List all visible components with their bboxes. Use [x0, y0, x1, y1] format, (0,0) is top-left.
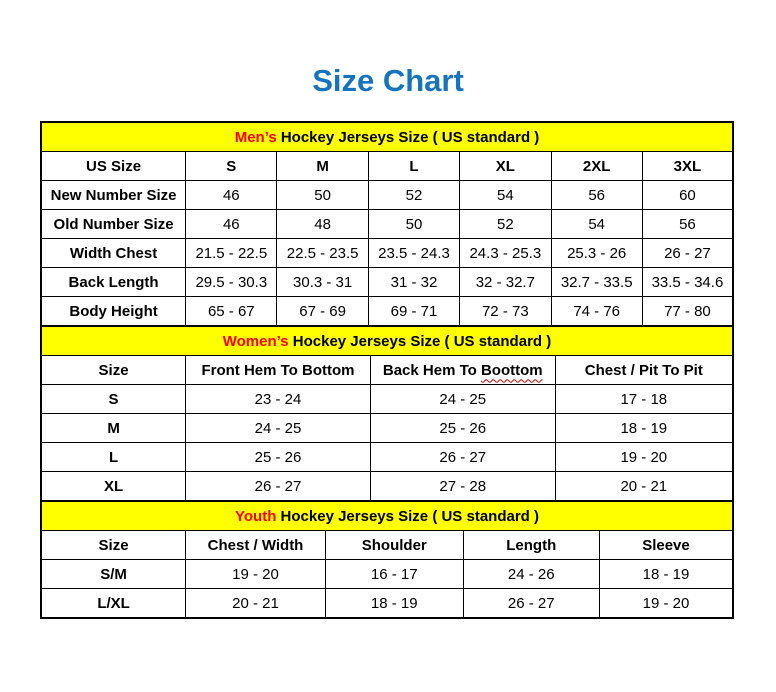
cell-value: 74 - 76	[551, 297, 642, 327]
youth-header-highlight: Youth	[235, 507, 277, 525]
size-table-womens	[40, 325, 734, 502]
cell-value: 52	[368, 181, 459, 210]
cell-value: 27 - 28	[370, 472, 555, 502]
cell-value: 20 - 21	[555, 472, 733, 502]
cell-value: 77 - 80	[642, 297, 733, 327]
cell-value: 30.3 - 31	[277, 268, 368, 297]
row-label: M	[41, 414, 186, 443]
cell-value: 25.3 - 26	[551, 239, 642, 268]
youth-column-header-4: Sleeve	[599, 531, 733, 560]
youth-section-header	[41, 501, 733, 531]
column-header-row	[41, 356, 733, 385]
row-label: Width Chest	[41, 239, 186, 268]
cell-value: 26 - 27	[642, 239, 733, 268]
section-band-row	[41, 122, 733, 152]
cell-value: 20 - 21	[186, 589, 326, 619]
cell-value: 23.5 - 24.3	[368, 239, 459, 268]
cell-value: 54	[551, 210, 642, 239]
cell-value: 18 - 19	[325, 589, 463, 619]
youth-column-header-2: Shoulder	[325, 531, 463, 560]
mens-table-row-4	[41, 297, 733, 327]
row-label: L	[41, 443, 186, 472]
section-band-row	[41, 326, 733, 356]
size-table-mens	[40, 121, 734, 327]
mens-table-row-1	[41, 210, 733, 239]
cell-value: 22.5 - 23.5	[277, 239, 368, 268]
mens-column-header-3: L	[368, 152, 459, 181]
youth-column-header-1: Chest / Width	[186, 531, 326, 560]
cell-value: 72 - 73	[460, 297, 551, 327]
cell-value: 46	[186, 210, 277, 239]
mens-column-header-1: S	[186, 152, 277, 181]
cell-value: 33.5 - 34.6	[642, 268, 733, 297]
womens-section-header	[41, 326, 733, 356]
cell-value: 25 - 26	[186, 443, 371, 472]
youth-table-row-1	[41, 589, 733, 619]
cell-value: 23 - 24	[186, 385, 371, 414]
cell-value: 52	[460, 210, 551, 239]
cell-value: 24 - 26	[463, 560, 599, 589]
cell-value: 56	[551, 181, 642, 210]
womens-table-row-3	[41, 472, 733, 502]
cell-value: 50	[368, 210, 459, 239]
cell-value: 31 - 32	[368, 268, 459, 297]
cell-value: 26 - 27	[463, 589, 599, 619]
youth-column-header-3: Length	[463, 531, 599, 560]
cell-value: 69 - 71	[368, 297, 459, 327]
section-band-row	[41, 501, 733, 531]
row-label: XL	[41, 472, 186, 502]
mens-table-row-3	[41, 268, 733, 297]
mens-column-header-4: XL	[460, 152, 551, 181]
womens-column-header-3: Chest / Pit To Pit	[555, 356, 733, 385]
womens-header-highlight: Women’s	[222, 332, 289, 350]
cell-value: 25 - 26	[370, 414, 555, 443]
row-label: L/XL	[41, 589, 186, 619]
page-title: Size Chart	[312, 63, 464, 98]
cell-value: 16 - 17	[325, 560, 463, 589]
cell-value: 26 - 27	[186, 472, 371, 502]
mens-table-row-0	[41, 181, 733, 210]
misspelled-word: Boottom	[480, 361, 543, 379]
cell-value: 18 - 19	[555, 414, 733, 443]
cell-value: 46	[186, 181, 277, 210]
cell-value: 24 - 25	[370, 385, 555, 414]
cell-value: 67 - 69	[277, 297, 368, 327]
cell-value: 56	[642, 210, 733, 239]
mens-header-rest: Hockey Jerseys Size ( US standard )	[276, 128, 540, 146]
womens-column-header-2: Back Hem To Boottom	[370, 356, 555, 385]
cell-value: 21.5 - 22.5	[186, 239, 277, 268]
womens-table-row-1	[41, 414, 733, 443]
cell-value: 29.5 - 30.3	[186, 268, 277, 297]
mens-section-header	[41, 122, 733, 152]
mens-column-header-0: US Size	[41, 152, 186, 181]
cell-value: 18 - 19	[599, 560, 733, 589]
mens-column-header-5: 2XL	[551, 152, 642, 181]
mens-table-row-2	[41, 239, 733, 268]
cell-value: 26 - 27	[370, 443, 555, 472]
youth-column-header-0: Size	[41, 531, 186, 560]
womens-column-header-1: Front Hem To Bottom	[186, 356, 371, 385]
cell-value: 19 - 20	[186, 560, 326, 589]
cell-value: 60	[642, 181, 733, 210]
womens-table-row-2	[41, 443, 733, 472]
cell-value: 24.3 - 25.3	[460, 239, 551, 268]
size-tables-container	[40, 121, 734, 619]
mens-column-header-6: 3XL	[642, 152, 733, 181]
cell-value: 48	[277, 210, 368, 239]
mens-header-highlight: Men’s	[234, 128, 277, 146]
cell-value: 19 - 20	[555, 443, 733, 472]
youth-header-rest: Hockey Jerseys Size ( US standard )	[276, 507, 539, 525]
cell-value: 32 - 32.7	[460, 268, 551, 297]
womens-header-rest: Hockey Jerseys Size ( US standard )	[288, 332, 552, 350]
cell-value: 65 - 67	[186, 297, 277, 327]
cell-value: 19 - 20	[599, 589, 733, 619]
womens-column-header-0: Size	[41, 356, 186, 385]
womens-table-row-0	[41, 385, 733, 414]
cell-value: 24 - 25	[186, 414, 371, 443]
cell-value: 50	[277, 181, 368, 210]
column-header-row	[41, 152, 733, 181]
row-label: S/M	[41, 560, 186, 589]
youth-table-row-0	[41, 560, 733, 589]
row-label: New Number Size	[41, 181, 186, 210]
row-label: Old Number Size	[41, 210, 186, 239]
size-table-youth	[40, 500, 734, 619]
cell-value: 32.7 - 33.5	[551, 268, 642, 297]
row-label: Back Length	[41, 268, 186, 297]
cell-value: 54	[460, 181, 551, 210]
mens-column-header-2: M	[277, 152, 368, 181]
cell-value: 17 - 18	[555, 385, 733, 414]
column-header-row	[41, 531, 733, 560]
row-label: Body Height	[41, 297, 186, 327]
row-label: S	[41, 385, 186, 414]
